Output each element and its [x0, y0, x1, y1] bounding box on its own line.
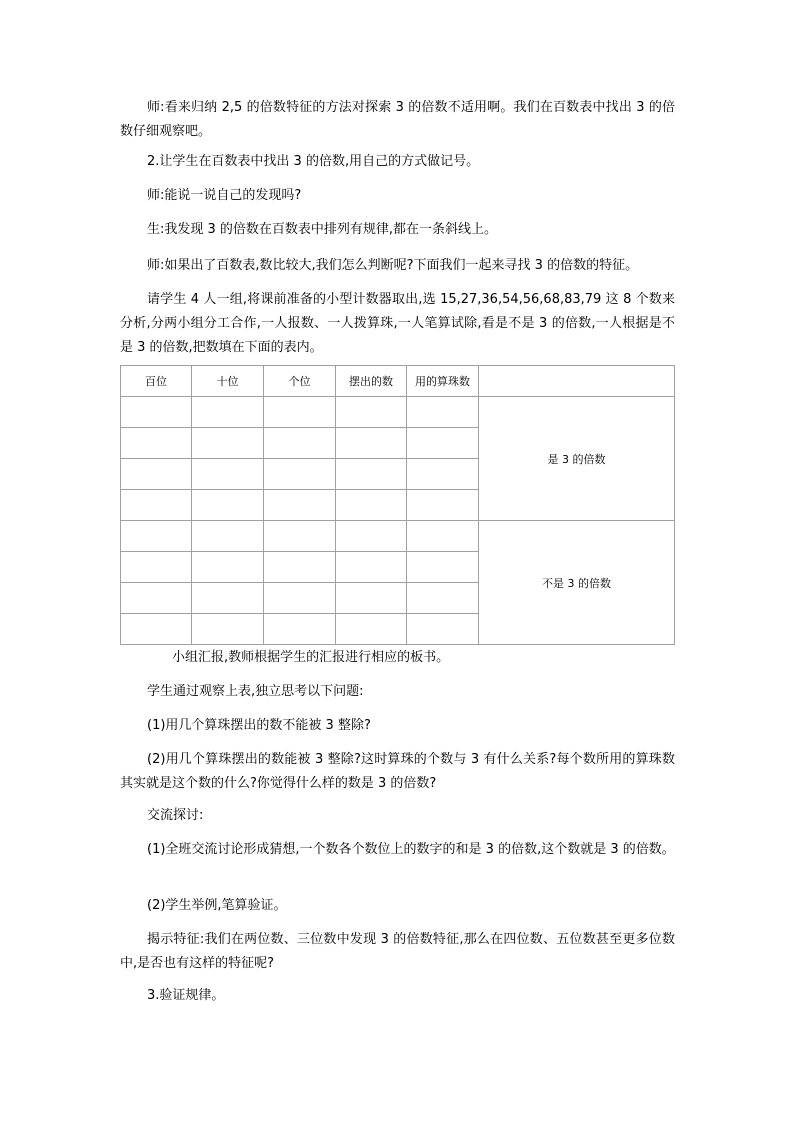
paragraph-observe: 学生通过观察上表,独立思考以下问题: [147, 684, 364, 699]
paragraph-step-3: 3.验证规律。 [147, 988, 225, 1003]
table-cell [407, 490, 479, 521]
table-cell [336, 614, 407, 645]
table-cell [407, 521, 479, 552]
header-bead-count: 用的算珠数 [407, 366, 479, 397]
paragraph-question-1: (1)用几个算珠摆出的数不能被 3 整除? [147, 718, 371, 733]
table-cell [264, 397, 336, 428]
table-row [121, 397, 675, 428]
table-cell [121, 521, 192, 552]
table-cell [336, 583, 407, 614]
table-cell [264, 459, 336, 490]
table-cell [121, 428, 192, 459]
paragraph-teacher-intro: 师:看来归纳 2,5 的倍数特征的方法对探索 3 的倍数不适用啊。我们在百数表中找出 3 的倍数仔细观察吧。 [120, 100, 675, 139]
abacus-table [120, 365, 675, 645]
table-cell [192, 490, 264, 521]
header-number: 摆出的数 [336, 366, 407, 397]
table-cell [192, 397, 264, 428]
table-cell [336, 397, 407, 428]
table-cell [192, 521, 264, 552]
group-label-not-multiple: 不是 3 的倍数 [479, 521, 675, 645]
paragraph-reveal-feature: 揭示特征:我们在两位数、三位数中发现 3 的倍数特征,那么在四位数、五位数甚至更多位数中,是否也有这样的特征呢? [120, 932, 675, 971]
table-cell [192, 428, 264, 459]
table-cell [264, 583, 336, 614]
paragraph-verify-examples: (2)学生举例,笔算验证。 [147, 898, 287, 913]
paragraph-conjecture: (1)全班交流讨论形成猜想,一个数各个数位上的数字的和是 3 的倍数,这个数就是 3 的倍数。 [147, 842, 675, 857]
table-cell [264, 428, 336, 459]
paragraph-teacher-question: 师:能说一说自己的发现吗? [147, 188, 302, 203]
table-cell [192, 459, 264, 490]
table-cell [336, 490, 407, 521]
table-cell [407, 459, 479, 490]
table-cell [407, 583, 479, 614]
header-blank [479, 366, 675, 397]
table-cell [192, 614, 264, 645]
table-cell [264, 614, 336, 645]
table-cell [264, 521, 336, 552]
table-cell [192, 552, 264, 583]
table-cell [407, 397, 479, 428]
table-cell [264, 490, 336, 521]
paragraph-step-2: 2.让学生在百数表中找出 3 的倍数,用自己的方式做记号。 [147, 154, 480, 169]
table-cell [121, 552, 192, 583]
table-cell [407, 552, 479, 583]
table-cell [407, 428, 479, 459]
paragraph-question-2: (2)用几个算珠摆出的数能被 3 整除?这时算珠的个数与 3 有什么关系?每个数所用的算珠数其实就是这个数的什么?你觉得什么样的数是 3 的倍数? [120, 752, 675, 791]
table-cell [336, 459, 407, 490]
table-cell [336, 428, 407, 459]
table-cell [264, 552, 336, 583]
paragraph-discussion: 交流探讨: [147, 808, 204, 823]
paragraph-group-report: 小组汇报,教师根据学生的汇报进行相应的板书。 [172, 650, 450, 665]
header-ones: 个位 [264, 366, 336, 397]
table-cell [121, 459, 192, 490]
header-hundreds: 百位 [121, 366, 192, 397]
paragraph-group-activity: 请学生 4 人一组,将课前准备的小型计数器取出,选 15,27,36,54,56,68,83,79 这 8 个数来分析,分两小组分工合作,一人报数、一人拨算珠,一人笔算试除,看是不是 3 的倍数,一人根据是不是 3 的倍数,把数填在下面的表内。 [120, 292, 675, 355]
table-cell [336, 521, 407, 552]
table-cell [192, 583, 264, 614]
table-cell [121, 397, 192, 428]
table-header-row [121, 366, 675, 397]
table-cell [336, 552, 407, 583]
paragraph-student-answer: 生:我发现 3 的倍数在百数表中排列有规律,都在一条斜线上。 [147, 222, 498, 237]
header-tens: 十位 [192, 366, 264, 397]
table-row [121, 521, 675, 552]
table-cell [407, 614, 479, 645]
table-cell [121, 583, 192, 614]
group-label-multiple: 是 3 的倍数 [479, 397, 675, 521]
table-cell [121, 490, 192, 521]
paragraph-teacher-followup: 师:如果出了百数表,数比较大,我们怎么判断呢?下面我们一起来寻找 3 的倍数的特征。 [147, 258, 639, 273]
table-cell [121, 614, 192, 645]
